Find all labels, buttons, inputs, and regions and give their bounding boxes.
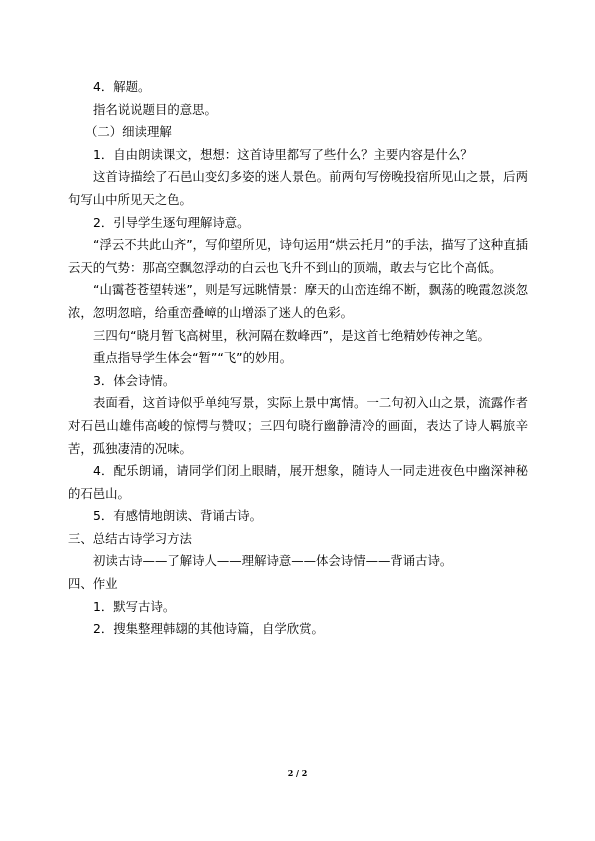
paragraph: 3．体会诗情。 [93,372,176,388]
section-heading: （二）细读理解 [85,124,172,140]
paragraph: 4．配乐朗诵，请同学们闭上眼睛，展开想象，随诗人一同走进夜色中幽深神秘的石邑山。 [68,463,528,501]
paragraph: “浮云不共此山齐”，写仰望所见，诗句运用“烘云托月”的手法，描写了这种直插云天的气势：那高空飘忽浮动的白云也飞升不到山的顶端，敢去与它比个高低。 [68,237,528,275]
paragraph: “山霭苍苍望转迷”，则是写远眺情景：摩天的山峦连绵不断，飘荡的晚霞忽淡忽浓，忽明忽暗，给重峦叠嶂的山增添了迷人的色彩。 [68,282,528,320]
paragraph: 初读古诗——了解诗人——理解诗意——体会诗情——背诵古诗。 [93,553,453,569]
paragraph: 1．自由朗读课文，想想：这首诗里都写了些什么？主要内容是什么？ [93,146,473,162]
paragraph: 2．搜集整理韩翃的其他诗篇，自学欣赏。 [93,621,324,637]
section-heading: 三、总结古诗学习方法 [68,530,192,546]
page-number: 2 / 2 [287,768,308,778]
paragraph: 4．解题。 [93,79,151,94]
paragraph: 指名说说题目的意思。 [93,101,217,117]
paragraph: 三四句“晓月暂飞高树里，秋河隔在数峰西”，是这首七绝精妙传神之笔。 [93,327,490,343]
paragraph: 表面看，这首诗似乎单纯写景，实际上景中寓情。一二句初入山之景，流露作者对石邑山雄伟高峻的惊愕与赞叹；三四句晓行幽静清冷的画面，表达了诗人羁旅辛苦，孤独凄清的况味。 [68,395,528,456]
section-heading: 四、作业 [68,576,118,592]
paragraph: 重点指导学生体会“暂”“飞”的妙用。 [93,350,293,366]
paragraph: 2．引导学生逐句理解诗意。 [93,214,250,230]
paragraph: 5．有感情地朗读、背诵古诗。 [93,508,262,524]
document-body [68,76,528,641]
paragraph: 1．默写古诗。 [93,598,176,614]
paragraph: 这首诗描绘了石邑山变幻多姿的迷人景色。前两句写傍晚投宿所见山之景，后两句写山中所见天之色。 [68,169,528,207]
